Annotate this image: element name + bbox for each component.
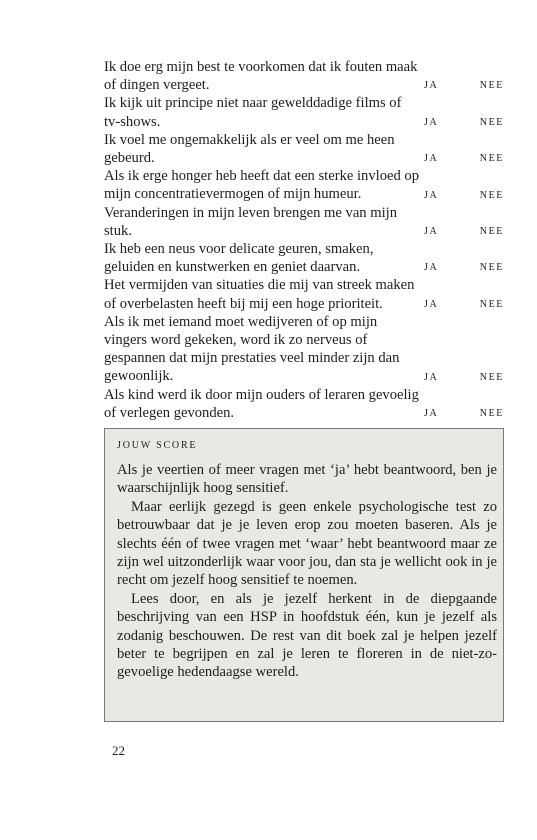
page-number: 22 [112,743,125,758]
question-item [104,131,504,167]
question-text: Als ik erge honger heb heeft dat een sterke invloed op mijn concentratievermogen of mijn humeur. [104,168,420,203]
question-item [104,204,504,240]
score-paragraph: Lees door, en als je jezelf herkent in de diepgaande beschrijving van een HSP in hoofdstuk één, kun je jezelf als zodanig beschouwen. De rest van dit boek zal je helpen jezelf beter te begrijpen en zal je leren te floreren in de niet-zo-gevoelige hedendaagse wereld. [117,590,497,681]
answer-no[interactable]: NEE [479,408,504,420]
answer-options [424,189,504,203]
answer-no[interactable]: NEE [479,80,504,92]
question-text: Ik heb een neus voor delicate geuren, smaken, geluiden en kunstwerken en geniet daarvan. [104,241,374,276]
question-item [104,94,504,130]
question-item [104,386,504,422]
answer-yes[interactable]: JA [424,116,439,128]
score-paragraph: Maar eerlijk gezegd is geen enkele psychologische test zo betrouwbaar dat je je leven erop zou moeten baseren. Als je slechts één of twee vragen met ‘waar’ hebt beantwoord maar ze zijn wel uitzonderlijk waar voor jou, dan sta je wellicht ook in je recht om jezelf hoog sensitief te noemen. [117,498,497,589]
answer-no[interactable]: NEE [479,262,504,274]
answer-no[interactable]: NEE [479,226,504,238]
question-text: Als kind werd ik door mijn ouders of leraren gevoelig of verlegen gevonden. [104,386,419,421]
score-paragraph: Als je veertien of meer vragen met ‘ja’ hebt beantwoord, ben je waarschijnlijk hoog sensitief. [117,462,497,497]
answer-no[interactable]: NEE [479,153,504,165]
question-text: Als ik met iemand moet wedijveren of op mijn vingers word gekeken, word ik zo nerveus of gespannen dat mijn prestaties veel minder zijn dan gewoonlijk. [104,313,400,385]
answer-options [424,116,504,130]
answer-yes[interactable]: JA [424,371,439,383]
answer-yes[interactable]: JA [424,298,439,310]
answer-options [424,371,504,385]
answer-no[interactable]: NEE [479,298,504,310]
question-text: Ik kijk uit principe niet naar gewelddadige films of tv-shows. [104,95,402,130]
answer-yes[interactable]: JA [424,226,439,238]
answer-options [424,79,504,93]
answer-yes[interactable]: JA [424,189,439,201]
answer-options [424,152,504,166]
answer-no[interactable]: NEE [479,116,504,128]
answer-yes[interactable]: JA [424,408,439,420]
answer-options [424,298,504,312]
question-text: Het vermijden van situaties die mij van streek maken of overbelasten heeft bij mij een hoge prioriteit. [104,277,415,312]
question-text: Ik voel me ongemakkelijk als er veel om me heen gebeurd. [104,131,395,167]
answer-yes[interactable]: JA [424,153,439,165]
answer-no[interactable]: NEE [479,371,504,383]
score-box [104,428,504,722]
question-text: Veranderingen in mijn leven brengen me van mijn stuk. [104,204,398,239]
answer-options [424,225,504,239]
answer-options [424,407,504,421]
score-heading: JOUW SCORE [117,440,198,451]
question-item [104,167,504,203]
question-text: Ik doe erg mijn best te voorkomen dat ik fouten maak of dingen vergeet. [104,59,418,94]
question-item [104,240,504,276]
question-item [104,276,504,312]
answer-no[interactable]: NEE [479,189,504,201]
answer-yes[interactable]: JA [424,262,439,274]
question-list [104,58,504,422]
answer-options [424,261,504,275]
question-item [104,313,504,386]
question-item [104,58,504,94]
answer-yes[interactable]: JA [424,80,439,92]
